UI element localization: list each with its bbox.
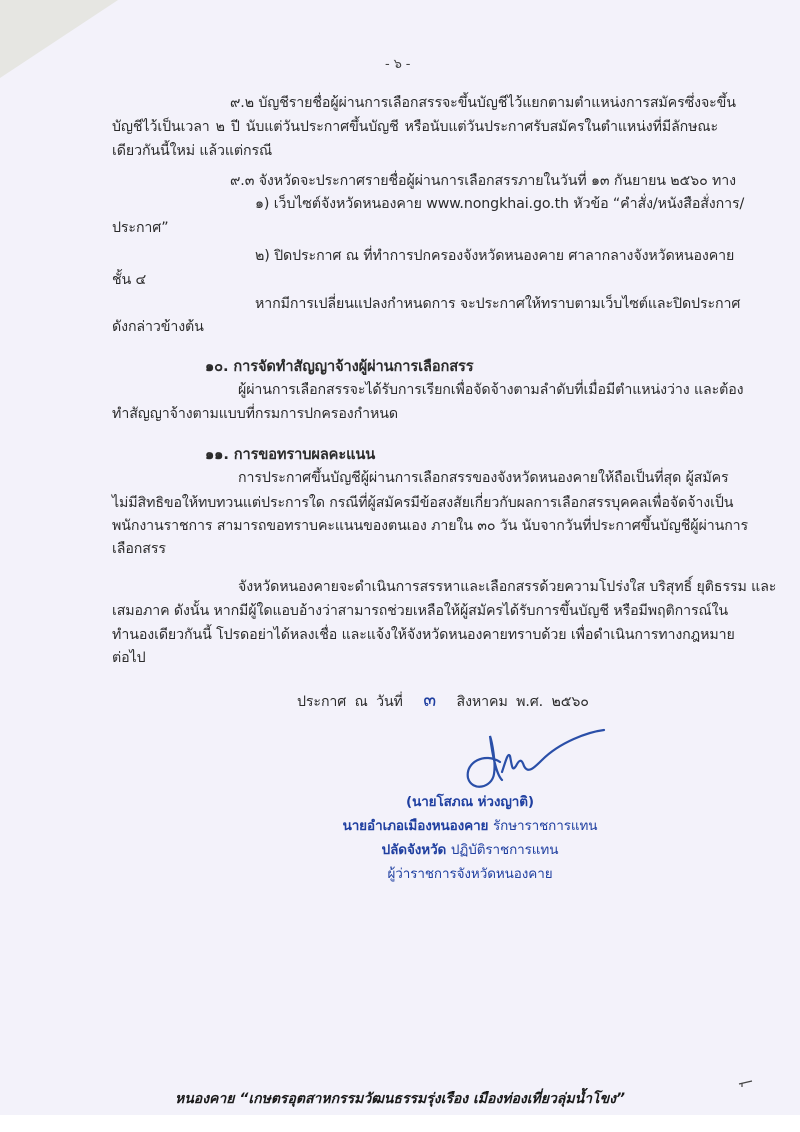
signatory-name: (นายโสภณ ห่วงญาติ) bbox=[406, 794, 534, 810]
folded-page-corner bbox=[0, 0, 118, 78]
announcement-month-year: สิงหาคม พ.ศ. ๒๕๖๐ bbox=[456, 694, 589, 710]
signature-mark bbox=[430, 722, 610, 792]
section-9-3-item-1-cont: ประกาศ” bbox=[112, 220, 169, 236]
section-9-3-item-2: ๒) ปิดประกาศ ณ ที่ทำการปกครองจังหวัดหนองคาย ศาลากลางจังหวัดหนองคาย bbox=[255, 248, 735, 264]
signatory-title-2-bold: ปลัดจังหวัด bbox=[381, 842, 447, 858]
signatory-title-1 bbox=[300, 817, 640, 835]
signatory-title-2 bbox=[300, 841, 640, 859]
page-number: - ๖ - bbox=[385, 57, 411, 72]
section-9-2-line-2: บัญชีไว้เป็นเวลา ๒ ปี นับแต่วันประกาศขึ้นบัญชี หรือนับแต่วันประกาศรับสมัครในตำแหน่งที่มีลักษณะ bbox=[112, 119, 718, 135]
closing-line-4: ต่อไป bbox=[112, 650, 146, 666]
scan-margin bbox=[0, 1115, 800, 1132]
section-9-3-item-2-cont: ชั้น ๔ bbox=[112, 272, 147, 288]
signatory-title-1-rest: รักษาราชการแทน bbox=[492, 818, 598, 834]
section-10-line-1: ผู้ผ่านการเลือกสรรจะได้รับการเรียกเพื่อจัดจ้างตามลำดับที่เมื่อมีตำแหน่งว่าง และต้อง bbox=[238, 382, 744, 398]
section-11-line-4: เลือกสรร bbox=[112, 541, 166, 557]
closing-line-3: ทำนองเดียวกันนี้ โปรดอย่าได้หลงเชื่อ และแจ้งให้จังหวัดหนองคายทราบด้วย เพื่อดำเนินการทางกฎหมาย bbox=[112, 627, 735, 643]
section-9-3-item-1: ๑) เว็บไซต์จังหวัดหนองคาย www.nongkhai.go.th หัวข้อ “คำสั่ง/หนังสือสั่งการ/ bbox=[255, 196, 745, 212]
section-10-heading: ๑๐. การจัดทำสัญญาจ้างผู้ผ่านการเลือกสรร bbox=[205, 358, 474, 375]
announcement-date bbox=[297, 691, 589, 711]
section-11-line-2: ไม่มีสิทธิขอให้ทบทวนแต่ประการใด กรณีที่ผู้สมัครมีข้อสงสัยเกี่ยวกับผลการเลือกสรรบุคคลเพื่อจัดจ้างเป็น bbox=[112, 495, 734, 511]
footer-slogan: หนองคาย “เกษตรอุตสาหกรรมวัฒนธรรมรุ่งเรือง เมืองท่องเที่ยวลุ่มน้ำโขง” bbox=[174, 1091, 625, 1107]
signatory-title-2-rest: ปฏิบัติราชการแทน bbox=[450, 842, 559, 858]
section-9-2-line-1: ๙.๒ บัญชีรายชื่อผู้ผ่านการเลือกสรรจะขึ้นบัญชีไว้แยกตามตำแหน่งการสมัครซึ่งจะขึ้น bbox=[230, 95, 736, 111]
closing-line-1: จังหวัดหนองคายจะดำเนินการสรรหาและเลือกสรรด้วยความโปร่งใส บริสุทธิ์ ยุติธรรม และ bbox=[238, 579, 777, 595]
pen-mark bbox=[738, 1078, 754, 1088]
signatory-title-3-text: ผู้ว่าราชการจังหวัดหนองคาย bbox=[387, 866, 553, 882]
signatory-title-3 bbox=[300, 865, 640, 883]
schedule-change-note: หากมีการเปลี่ยนแปลงกำหนดการ จะประกาศให้ทราบตามเว็บไซต์และปิดประกาศ bbox=[255, 296, 741, 312]
section-10-line-2: ทำสัญญาจ้างตามแบบที่กรมการปกครองกำหนด bbox=[112, 406, 398, 422]
section-9-2-line-3: เดียวกันนี้ใหม่ แล้วแต่กรณี bbox=[112, 143, 273, 159]
section-9-3-intro: ๙.๓ จังหวัดจะประกาศรายชื่อผู้ผ่านการเลือกสรรภายในวันที่ ๑๓ กันยายน ๒๕๖๐ ทาง bbox=[230, 173, 736, 189]
announcement-prefix: ประกาศ ณ วันที่ bbox=[297, 694, 403, 710]
closing-line-2: เสมอภาค ดังนั้น หากมีผู้ใดแอบอ้างว่าสามารถช่วยเหลือให้ผู้สมัครได้รับการขึ้นบัญชี หรือมีพฤติการณ์ใน bbox=[112, 603, 729, 619]
handwritten-day: ๓ bbox=[423, 689, 437, 711]
section-11-line-3: พนักงานราชการ สามารถขอทราบคะแนนของตนเอง ภายใน ๓๐ วัน นับจากวันที่ประกาศขึ้นบัญชีผู้ผ่านการ bbox=[112, 518, 749, 534]
schedule-change-note-cont: ดังกล่าวข้างต้น bbox=[112, 319, 204, 335]
section-11-heading: ๑๑. การขอทราบผลคะแนน bbox=[205, 446, 376, 463]
signatory-title-1-bold: นายอำเภอเมืองหนองคาย bbox=[342, 818, 489, 834]
section-11-line-1: การประกาศขึ้นบัญชีผู้ผ่านการเลือกสรรของจังหวัดหนองคายให้ถือเป็นที่สุด ผู้สมัคร bbox=[238, 470, 729, 486]
